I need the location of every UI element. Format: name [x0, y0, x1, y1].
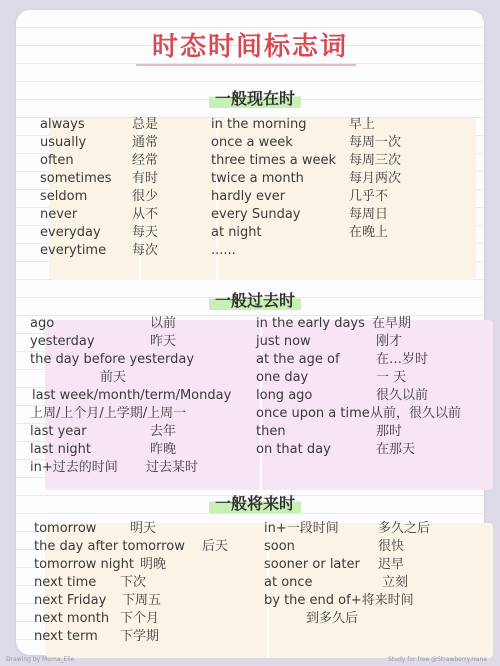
past-phrase-zh: 很久以前	[376, 388, 429, 403]
present-word-zh: 总是	[132, 117, 159, 132]
future-word-zh: 明晚	[140, 557, 167, 572]
present-word-zh: 经常	[132, 153, 159, 168]
future-word-en: tomorrow	[34, 521, 97, 536]
note-page	[16, 10, 484, 655]
future-phrase-zh: 很快	[378, 539, 405, 554]
future-word-zh: 下次	[120, 575, 147, 590]
present-word-en: never	[40, 207, 78, 222]
future-word-zh: 明天	[130, 521, 157, 536]
past-word-en: last night	[30, 442, 92, 457]
past-word-zh: 上周/上个月/上学期/上周一	[30, 406, 187, 421]
present-phrase-zh: 早上	[349, 117, 376, 132]
past-word-zh: 前天	[100, 370, 127, 385]
present-word-zh: 很少	[132, 189, 159, 204]
past-phrase-en: once upon a time	[256, 406, 370, 421]
present-phrase-en: hardly ever	[211, 189, 286, 204]
past-phrase-en: one day	[256, 370, 309, 385]
past-word-en: yesterday	[30, 334, 95, 349]
present-word-en: usually	[40, 135, 87, 150]
past-phrase-en: on that day	[256, 442, 331, 457]
future-word-en: next month	[34, 611, 110, 626]
past-phrase-zh: 从前，很久以前	[370, 406, 462, 421]
present-word-en: sometimes	[40, 171, 112, 186]
present-word-en: always	[40, 117, 85, 132]
future-phrase-en: at once	[264, 575, 313, 590]
present-word-zh: 通常	[132, 135, 159, 150]
past-word-en: ago	[30, 316, 55, 331]
future-word-en: tomorrow night	[34, 557, 135, 572]
future-word-zh: 后天	[202, 539, 229, 554]
future-word-en: the day after tomorrow	[34, 539, 185, 554]
present-phrase-zh: 在晚上	[349, 225, 389, 240]
future-word-zh: 下学期	[120, 629, 160, 644]
section-title-present: 一般现在时	[209, 86, 301, 109]
past-phrase-en: just now	[256, 334, 311, 349]
future-phrase-en: by the end of+将来时间	[264, 593, 414, 608]
present-phrase-en: once a week	[211, 135, 293, 150]
present-word-zh: 每次	[132, 243, 159, 258]
present-phrase-zh: 几乎不	[349, 189, 389, 204]
past-phrase-en: long ago	[256, 388, 313, 403]
present-word-en: seldom	[40, 189, 88, 204]
present-phrase-zh: 每周三次	[349, 153, 402, 168]
present-phrase-zh: 每周日	[349, 207, 389, 222]
present-word-en: everyday	[40, 225, 101, 240]
future-word-en: next Friday	[34, 593, 107, 608]
past-word-zh: 以前	[150, 316, 177, 331]
present-phrase-en: in the morning	[211, 117, 307, 132]
past-phrase-zh: 刚才	[376, 334, 403, 349]
present-phrase-en: three times a week	[211, 153, 337, 168]
future-phrase-zh: 到多久后	[306, 611, 359, 626]
future-phrase-zh: 迟早	[378, 557, 405, 572]
past-phrase-zh: 在那天	[376, 442, 416, 457]
past-word-en: in+过去的时间	[30, 460, 118, 475]
credit-right: Study for free @Strawberry.Hana	[388, 656, 487, 663]
present-word-en: often	[40, 153, 74, 168]
present-phrase-en: every Sunday	[211, 207, 301, 222]
past-phrase-zh: 在…岁时	[376, 352, 429, 367]
present-word-en: everytime	[40, 243, 107, 258]
section-title-future: 一般将来时	[209, 491, 301, 514]
present-word-zh: 有时	[132, 171, 159, 186]
credit-left: Drawing by Moma_Elle	[6, 656, 75, 663]
past-phrase-zh: 那时	[376, 424, 403, 439]
past-word-zh: 去年	[150, 424, 177, 439]
past-word-zh: 过去某时	[146, 460, 199, 475]
future-word-en: next term	[34, 629, 98, 644]
present-phrase-en: at night	[211, 225, 262, 240]
future-phrase-zh: 立刻	[382, 575, 409, 590]
future-phrase-en: in+一段时间	[264, 521, 339, 536]
past-phrase-zh: 一 天	[376, 370, 407, 385]
past-word-zh: 昨天	[150, 334, 177, 349]
present-word-zh: 从不	[132, 207, 159, 222]
past-word-en: the day before yesterday	[30, 352, 195, 367]
present-phrase-en: ......	[211, 243, 236, 258]
present-phrase-en: twice a month	[211, 171, 304, 186]
future-word-en: next time	[34, 575, 97, 590]
future-phrase-zh: 多久之后	[378, 521, 431, 536]
present-phrase-zh: 每周一次	[349, 135, 402, 150]
past-phrase-en: then	[256, 424, 286, 439]
past-phrase-zh: 在早期	[372, 316, 412, 331]
past-phrase-en: at the age of	[256, 352, 340, 367]
section-title-past: 一般过去时	[209, 288, 301, 311]
page-title: 时态时间标志词	[151, 32, 348, 62]
present-phrase-zh: 每月两次	[349, 171, 402, 186]
future-phrase-en: sooner or later	[264, 557, 360, 572]
present-word-zh: 每天	[132, 225, 159, 240]
past-word-en: last year	[30, 424, 87, 439]
past-word-en: last week/month/term/Monday	[32, 388, 232, 403]
past-word-zh: 昨晚	[150, 442, 177, 457]
future-word-zh: 下周五	[122, 593, 162, 608]
future-phrase-en: soon	[264, 539, 295, 554]
future-word-zh: 下个月	[120, 611, 160, 626]
title-underline	[136, 64, 356, 66]
past-phrase-en: in the early days	[256, 316, 365, 331]
